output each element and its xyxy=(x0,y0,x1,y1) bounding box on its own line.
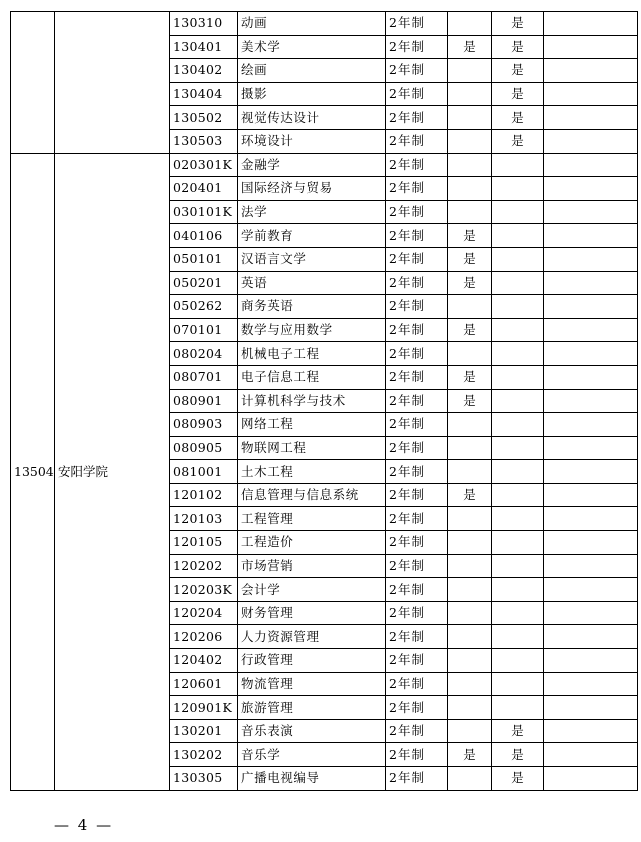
flag1-cell xyxy=(448,460,492,484)
major-code-cell: 120202 xyxy=(170,554,238,578)
major-code-cell: 120206 xyxy=(170,625,238,649)
duration-cell: 2年制 xyxy=(386,177,448,201)
major-code-cell: 080204 xyxy=(170,342,238,366)
duration-cell: 2年制 xyxy=(386,672,448,696)
page-number: — 4 — xyxy=(54,816,114,834)
major-name-cell: 商务英语 xyxy=(238,295,386,319)
major-name-cell: 学前教育 xyxy=(238,224,386,248)
major-code-cell: 130404 xyxy=(170,82,238,106)
flag1-cell: 是 xyxy=(448,365,492,389)
major-name-cell: 汉语言文学 xyxy=(238,247,386,271)
major-name-cell: 信息管理与信息系统 xyxy=(238,483,386,507)
empty-cell xyxy=(544,531,638,555)
empty-cell xyxy=(544,295,638,319)
empty-cell xyxy=(544,483,638,507)
major-code-cell: 130202 xyxy=(170,743,238,767)
flag2-cell xyxy=(492,153,544,177)
flag2-cell xyxy=(492,672,544,696)
flag2-cell xyxy=(492,578,544,602)
major-name-cell: 人力资源管理 xyxy=(238,625,386,649)
flag2-cell xyxy=(492,436,544,460)
empty-cell xyxy=(544,767,638,791)
duration-cell: 2年制 xyxy=(386,460,448,484)
duration-cell: 2年制 xyxy=(386,12,448,36)
major-code-cell: 120402 xyxy=(170,649,238,673)
empty-cell xyxy=(544,365,638,389)
duration-cell: 2年制 xyxy=(386,743,448,767)
major-name-cell: 环境设计 xyxy=(238,129,386,153)
empty-cell xyxy=(544,342,638,366)
major-name-cell: 摄影 xyxy=(238,82,386,106)
empty-cell xyxy=(544,507,638,531)
duration-cell: 2年制 xyxy=(386,106,448,130)
empty-cell xyxy=(544,578,638,602)
major-name-cell: 市场营销 xyxy=(238,554,386,578)
empty-cell xyxy=(544,318,638,342)
empty-cell xyxy=(544,672,638,696)
flag2-cell xyxy=(492,318,544,342)
flag2-cell xyxy=(492,177,544,201)
major-name-cell: 视觉传达设计 xyxy=(238,106,386,130)
flag2-cell xyxy=(492,460,544,484)
duration-cell: 2年制 xyxy=(386,696,448,720)
major-name-cell: 美术学 xyxy=(238,35,386,59)
empty-cell xyxy=(544,129,638,153)
flag1-cell xyxy=(448,719,492,743)
flag1-cell xyxy=(448,106,492,130)
duration-cell: 2年制 xyxy=(386,35,448,59)
flag2-cell: 是 xyxy=(492,129,544,153)
flag2-cell: 是 xyxy=(492,719,544,743)
school-name-cell: 安阳学院 xyxy=(55,153,170,790)
flag2-cell xyxy=(492,554,544,578)
flag2-cell xyxy=(492,200,544,224)
flag2-cell: 是 xyxy=(492,82,544,106)
flag2-cell xyxy=(492,365,544,389)
major-name-cell: 音乐学 xyxy=(238,743,386,767)
flag1-cell xyxy=(448,507,492,531)
school-code-cell xyxy=(11,12,55,154)
empty-cell xyxy=(544,649,638,673)
empty-cell xyxy=(544,12,638,36)
empty-cell xyxy=(544,271,638,295)
empty-cell xyxy=(544,601,638,625)
flag1-cell xyxy=(448,601,492,625)
flag1-cell xyxy=(448,59,492,83)
major-code-cell: 130310 xyxy=(170,12,238,36)
major-code-cell: 080901 xyxy=(170,389,238,413)
empty-cell xyxy=(544,224,638,248)
empty-cell xyxy=(544,247,638,271)
duration-cell: 2年制 xyxy=(386,531,448,555)
duration-cell: 2年制 xyxy=(386,365,448,389)
flag1-cell: 是 xyxy=(448,224,492,248)
duration-cell: 2年制 xyxy=(386,389,448,413)
duration-cell: 2年制 xyxy=(386,625,448,649)
duration-cell: 2年制 xyxy=(386,271,448,295)
flag2-cell xyxy=(492,271,544,295)
major-name-cell: 数学与应用数学 xyxy=(238,318,386,342)
major-code-cell: 120103 xyxy=(170,507,238,531)
flag2-cell: 是 xyxy=(492,59,544,83)
major-code-cell: 120105 xyxy=(170,531,238,555)
flag1-cell xyxy=(448,649,492,673)
major-code-cell: 050101 xyxy=(170,247,238,271)
duration-cell: 2年制 xyxy=(386,247,448,271)
flag1-cell xyxy=(448,153,492,177)
flag1-cell xyxy=(448,436,492,460)
major-code-cell: 130402 xyxy=(170,59,238,83)
major-name-cell: 金融学 xyxy=(238,153,386,177)
majors-table xyxy=(10,11,638,791)
major-name-cell: 工程管理 xyxy=(238,507,386,531)
major-code-cell: 030101K xyxy=(170,200,238,224)
flag2-cell: 是 xyxy=(492,12,544,36)
flag1-cell xyxy=(448,82,492,106)
flag1-cell: 是 xyxy=(448,483,492,507)
flag1-cell: 是 xyxy=(448,35,492,59)
flag1-cell xyxy=(448,129,492,153)
flag2-cell xyxy=(492,389,544,413)
flag2-cell: 是 xyxy=(492,35,544,59)
empty-cell xyxy=(544,436,638,460)
empty-cell xyxy=(544,106,638,130)
flag1-cell: 是 xyxy=(448,247,492,271)
flag2-cell xyxy=(492,649,544,673)
duration-cell: 2年制 xyxy=(386,82,448,106)
major-name-cell: 机械电子工程 xyxy=(238,342,386,366)
duration-cell: 2年制 xyxy=(386,295,448,319)
major-code-cell: 020401 xyxy=(170,177,238,201)
flag1-cell xyxy=(448,12,492,36)
flag2-cell: 是 xyxy=(492,743,544,767)
duration-cell: 2年制 xyxy=(386,554,448,578)
major-code-cell: 120203K xyxy=(170,578,238,602)
major-name-cell: 计算机科学与技术 xyxy=(238,389,386,413)
major-name-cell: 行政管理 xyxy=(238,649,386,673)
duration-cell: 2年制 xyxy=(386,200,448,224)
empty-cell xyxy=(544,177,638,201)
flag1-cell: 是 xyxy=(448,271,492,295)
major-name-cell: 财务管理 xyxy=(238,601,386,625)
major-name-cell: 国际经济与贸易 xyxy=(238,177,386,201)
major-code-cell: 120204 xyxy=(170,601,238,625)
major-name-cell: 会计学 xyxy=(238,578,386,602)
flag2-cell xyxy=(492,483,544,507)
flag1-cell xyxy=(448,554,492,578)
empty-cell xyxy=(544,625,638,649)
major-code-cell: 130401 xyxy=(170,35,238,59)
flag1-cell xyxy=(448,531,492,555)
duration-cell: 2年制 xyxy=(386,601,448,625)
major-code-cell: 080701 xyxy=(170,365,238,389)
flag1-cell: 是 xyxy=(448,318,492,342)
major-code-cell: 040106 xyxy=(170,224,238,248)
flag1-cell xyxy=(448,578,492,602)
flag1-cell xyxy=(448,625,492,649)
flag2-cell xyxy=(492,507,544,531)
duration-cell: 2年制 xyxy=(386,342,448,366)
flag2-cell xyxy=(492,601,544,625)
major-code-cell: 130305 xyxy=(170,767,238,791)
flag1-cell xyxy=(448,767,492,791)
major-name-cell: 物联网工程 xyxy=(238,436,386,460)
major-code-cell: 120102 xyxy=(170,483,238,507)
table-row xyxy=(11,12,638,36)
flag2-cell xyxy=(492,413,544,437)
major-name-cell: 土木工程 xyxy=(238,460,386,484)
flag1-cell: 是 xyxy=(448,743,492,767)
empty-cell xyxy=(544,413,638,437)
empty-cell xyxy=(544,719,638,743)
major-code-cell: 020301K xyxy=(170,153,238,177)
flag1-cell xyxy=(448,295,492,319)
flag1-cell xyxy=(448,177,492,201)
empty-cell xyxy=(544,460,638,484)
flag1-cell xyxy=(448,413,492,437)
duration-cell: 2年制 xyxy=(386,507,448,531)
flag2-cell xyxy=(492,625,544,649)
flag1-cell xyxy=(448,696,492,720)
empty-cell xyxy=(544,200,638,224)
flag1-cell: 是 xyxy=(448,389,492,413)
empty-cell xyxy=(544,696,638,720)
empty-cell xyxy=(544,82,638,106)
major-name-cell: 动画 xyxy=(238,12,386,36)
major-name-cell: 工程造价 xyxy=(238,531,386,555)
duration-cell: 2年制 xyxy=(386,129,448,153)
flag2-cell xyxy=(492,342,544,366)
flag2-cell xyxy=(492,295,544,319)
flag2-cell xyxy=(492,696,544,720)
major-code-cell: 080905 xyxy=(170,436,238,460)
major-code-cell: 050262 xyxy=(170,295,238,319)
flag1-cell xyxy=(448,200,492,224)
school-code-cell: 13504 xyxy=(11,153,55,790)
flag2-cell: 是 xyxy=(492,106,544,130)
major-name-cell: 法学 xyxy=(238,200,386,224)
duration-cell: 2年制 xyxy=(386,413,448,437)
major-code-cell: 070101 xyxy=(170,318,238,342)
empty-cell xyxy=(544,743,638,767)
duration-cell: 2年制 xyxy=(386,578,448,602)
major-code-cell: 080903 xyxy=(170,413,238,437)
major-name-cell: 音乐表演 xyxy=(238,719,386,743)
empty-cell xyxy=(544,554,638,578)
major-code-cell: 120601 xyxy=(170,672,238,696)
major-code-cell: 120901K xyxy=(170,696,238,720)
flag2-cell xyxy=(492,224,544,248)
major-code-cell: 130503 xyxy=(170,129,238,153)
empty-cell xyxy=(544,389,638,413)
major-name-cell: 物流管理 xyxy=(238,672,386,696)
flag2-cell xyxy=(492,247,544,271)
flag2-cell xyxy=(492,531,544,555)
major-name-cell: 电子信息工程 xyxy=(238,365,386,389)
major-code-cell: 050201 xyxy=(170,271,238,295)
duration-cell: 2年制 xyxy=(386,719,448,743)
major-name-cell: 网络工程 xyxy=(238,413,386,437)
major-name-cell: 旅游管理 xyxy=(238,696,386,720)
duration-cell: 2年制 xyxy=(386,318,448,342)
flag1-cell xyxy=(448,672,492,696)
empty-cell xyxy=(544,35,638,59)
duration-cell: 2年制 xyxy=(386,153,448,177)
flag2-cell: 是 xyxy=(492,767,544,791)
duration-cell: 2年制 xyxy=(386,649,448,673)
major-code-cell: 130502 xyxy=(170,106,238,130)
duration-cell: 2年制 xyxy=(386,59,448,83)
table-row xyxy=(11,153,638,177)
duration-cell: 2年制 xyxy=(386,436,448,460)
major-name-cell: 英语 xyxy=(238,271,386,295)
major-code-cell: 130201 xyxy=(170,719,238,743)
major-name-cell: 广播电视编导 xyxy=(238,767,386,791)
flag1-cell xyxy=(448,342,492,366)
duration-cell: 2年制 xyxy=(386,224,448,248)
major-name-cell: 绘画 xyxy=(238,59,386,83)
empty-cell xyxy=(544,59,638,83)
major-code-cell: 081001 xyxy=(170,460,238,484)
duration-cell: 2年制 xyxy=(386,483,448,507)
duration-cell: 2年制 xyxy=(386,767,448,791)
empty-cell xyxy=(544,153,638,177)
school-name-cell xyxy=(55,12,170,154)
